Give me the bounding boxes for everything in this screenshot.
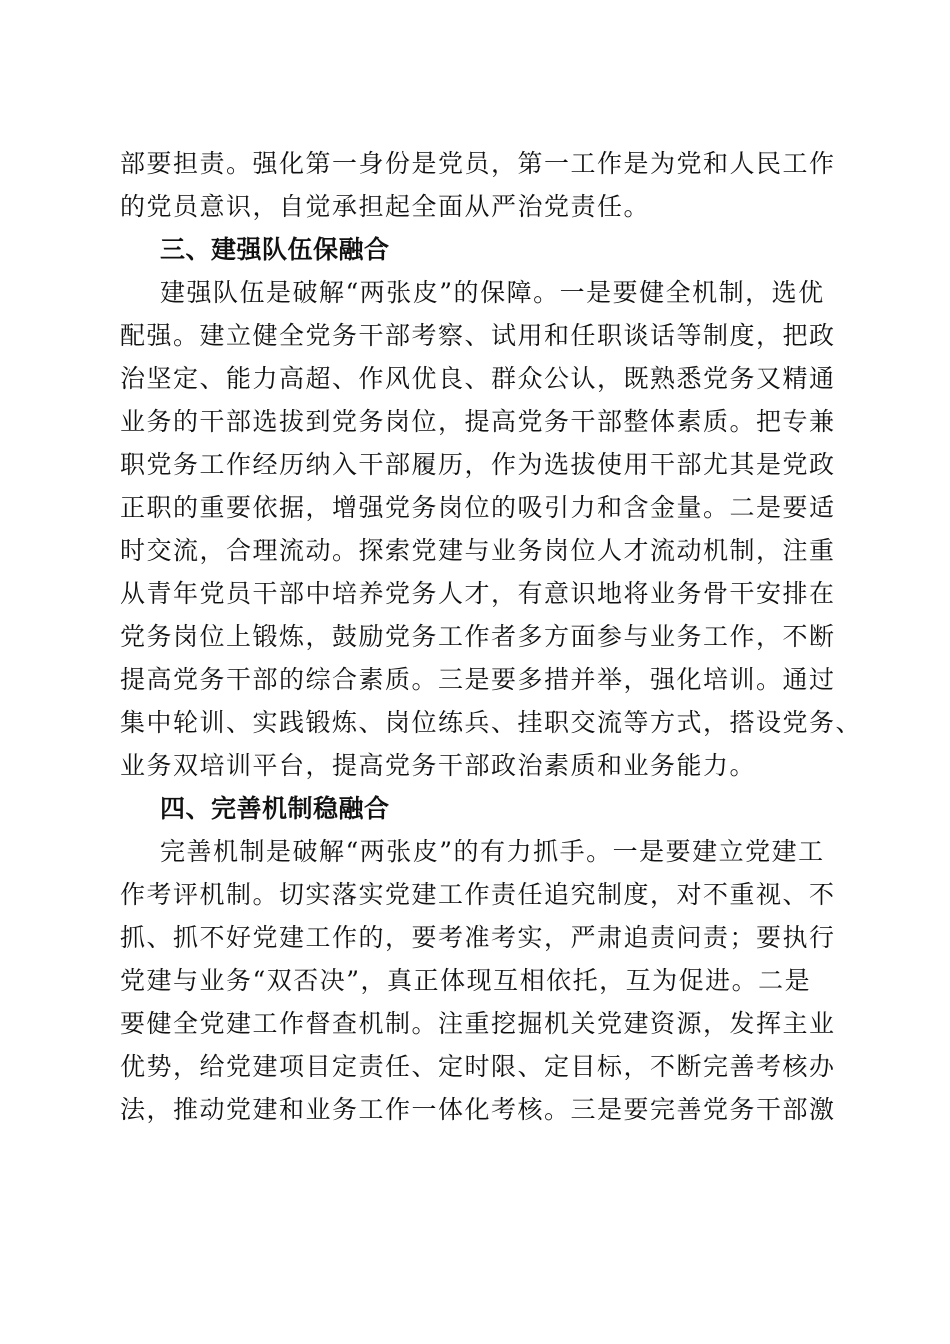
text-line: 配强。建立健全党务干部考察、试用和任职谈话等制度，把政 bbox=[120, 321, 836, 350]
text-line: 的党员意识，自觉承担起全面从严治党责任。 bbox=[120, 192, 651, 221]
text-line: 要健全党建工作督查机制。注重挖掘机关党建资源，发挥主业 bbox=[120, 1009, 836, 1038]
text-line: 优势，给党建项目定责任、定时限、定目标，不断完善考核办 bbox=[120, 1052, 836, 1081]
text-line: 业务双培训平台，提高党务干部政治素质和业务能力。 bbox=[120, 751, 757, 780]
text-line: 作考评机制。切实落实党建工作责任追究制度，对不重视、不 bbox=[120, 880, 836, 909]
text-line: 治坚定、能力高超、作风优良、群众公认，既熟悉党务又精通 bbox=[120, 364, 836, 393]
text-line: 正职的重要依据，增强党务岗位的吸引力和含金量。二是要适 bbox=[120, 493, 836, 522]
text-line: 法，推动党建和业务工作一体化考核。三是要完善党务干部激 bbox=[120, 1095, 836, 1124]
text-line: 党建与业务“双否决”，真正体现互相依托，互为促进。二是 bbox=[120, 966, 812, 995]
text-line: 党务岗位上锻炼，鼓励党务工作者多方面参与业务工作，不断 bbox=[120, 622, 836, 651]
text-line: 职党务工作经历纳入干部履历，作为选拔使用干部尤其是党政 bbox=[120, 450, 836, 479]
text-line: 从青年党员干部中培养党务人才，有意识地将业务骨干安排在 bbox=[120, 579, 836, 608]
section-heading-3: 三、建强队伍保融合 bbox=[160, 235, 390, 264]
paragraph-start-line: 完善机制是破解“两张皮”的有力抓手。一是要建立党建工 bbox=[160, 837, 825, 866]
text-line: 业务的干部选拔到党务岗位，提高党务干部整体素质。把专兼 bbox=[120, 407, 836, 436]
paragraph-start-line: 建强队伍是破解“两张皮”的保障。一是要健全机制，选优 bbox=[160, 278, 825, 307]
text-line: 部要担责。强化第一身份是党员，第一工作是为党和人民工作 bbox=[120, 149, 836, 178]
text-line: 时交流，合理流动。探索党建与业务岗位人才流动机制，注重 bbox=[120, 536, 836, 565]
text-line: 提高党务干部的综合素质。三是要多措并举，强化培训。通过 bbox=[120, 665, 836, 694]
section-heading-4: 四、完善机制稳融合 bbox=[160, 794, 390, 823]
text-line: 集中轮训、实践锻炼、岗位练兵、挂职交流等方式，搭设党务、 bbox=[120, 708, 863, 737]
text-line: 抓、抓不好党建工作的，要考准考实，严肃追责问责；要执行 bbox=[120, 923, 836, 952]
